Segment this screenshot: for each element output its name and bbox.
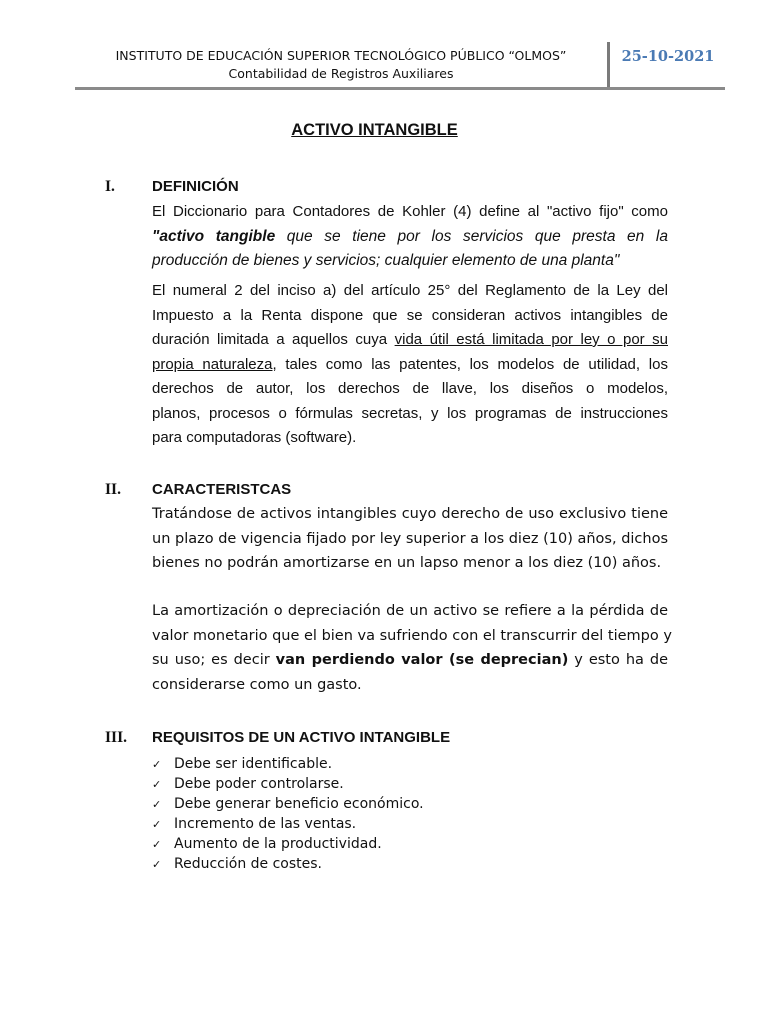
section-1-paragraph-2 (152, 282, 668, 454)
check-icon: ✓ (152, 758, 162, 771)
check-icon: ✓ (152, 778, 162, 791)
list-item-label: Aumento de la productividad. (174, 836, 382, 852)
requirements-list (152, 754, 424, 874)
document-title: ACTIVO INTANGIBLE (291, 121, 458, 139)
section-3-heading: REQUISITOS DE UN ACTIVO INTANGIBLE (152, 729, 451, 746)
check-icon: ✓ (152, 818, 162, 831)
text-line: Impuesto a la Renta dispone que se consideran activos intangibles de (152, 306, 668, 324)
page-header (75, 47, 607, 83)
list-item (152, 834, 424, 854)
check-icon: ✓ (152, 798, 162, 811)
check-icon: ✓ (152, 858, 162, 871)
section-2-heading: CARACTERISTCAS (152, 481, 292, 498)
text-line: para computadoras (software). (152, 429, 357, 446)
underlined-text: propia naturaleza (152, 355, 273, 373)
list-item-label: Incremento de las ventas. (174, 816, 357, 832)
bold-text: van perdiendo valor (se deprecian) (275, 652, 569, 668)
list-item-label: Debe ser identificable. (174, 756, 333, 772)
list-item-label: Debe poder controlarse. (174, 776, 344, 792)
text-line: La amortización o depreciación de un activo se refiere a la pérdida de (152, 603, 668, 619)
text-line: considerarse como un gasto. (152, 676, 362, 693)
text-line: un plazo de vigencia fijado por ley superior a los diez (10) años, dichos (152, 530, 669, 547)
text-span: , tales como las patentes, los modelos de utilidad, los (272, 355, 668, 373)
course-name: Contabilidad de Registros Auxiliares (228, 66, 454, 81)
text-line (152, 356, 668, 381)
header-date: 25-10-2021 (621, 48, 715, 65)
section-2-paragraph-1 (152, 506, 668, 580)
text-span: y esto ha de (568, 652, 668, 668)
text-line: bienes no podrán amortizarse en un lapso menor a los diez (10) años. (152, 555, 662, 571)
text-line (152, 228, 668, 253)
underlined-text: vida útil está limitada por ley o por su (394, 331, 669, 348)
text-line: planos, procesos o fórmulas secretas, y los programas de instrucciones (152, 404, 668, 422)
section-1-paragraph-1 (152, 203, 668, 277)
list-item-label: Reducción de costes. (174, 856, 322, 872)
section-1-number: I. (105, 178, 115, 195)
text-span: su uso; es decir (152, 652, 276, 668)
list-item (152, 794, 424, 814)
section-3-number: III. (105, 729, 127, 746)
text-line: Tratándose de activos intangibles cuyo derecho de uso exclusivo tiene (152, 506, 668, 522)
quote-text: que se tiene por los servicios que presta en la (275, 227, 668, 245)
text-line (152, 652, 668, 677)
text-line: valor monetario que el bien va sufriendo con el transcurrir del tiempo y (152, 627, 672, 644)
list-item-label: Debe generar beneficio económico. (174, 796, 424, 812)
institute-name: INSTITUTO DE EDUCACIÓN SUPERIOR TECNOLÓGICO PÚBLICO “OLMOS” (115, 48, 567, 63)
list-item (152, 854, 424, 874)
section-2-number: II. (105, 481, 121, 498)
check-icon: ✓ (152, 838, 162, 851)
list-item (152, 754, 424, 774)
text-line (152, 331, 668, 356)
text-line: derechos de autor, los derechos de llave, los diseños o modelos, (152, 380, 668, 397)
section-2-paragraph-2 (152, 603, 672, 701)
header-divider-vertical (607, 42, 610, 89)
text-line: El numeral 2 del inciso a) del artículo 25° del Reglamento de la Ley del (152, 282, 668, 299)
text-line: El Diccionario para Contadores de Kohler (4) define al "activo fijo" como (152, 203, 668, 220)
quote-bold: "activo tangible (152, 227, 276, 245)
text-span: duración limitada a aquellos cuya (152, 331, 395, 348)
text-line: producción de bienes y servicios; cualquier elemento de una planta" (152, 252, 620, 269)
header-divider (75, 87, 725, 90)
section-1-heading: DEFINICIÓN (152, 178, 239, 195)
list-item (152, 774, 424, 794)
list-item (152, 814, 424, 834)
